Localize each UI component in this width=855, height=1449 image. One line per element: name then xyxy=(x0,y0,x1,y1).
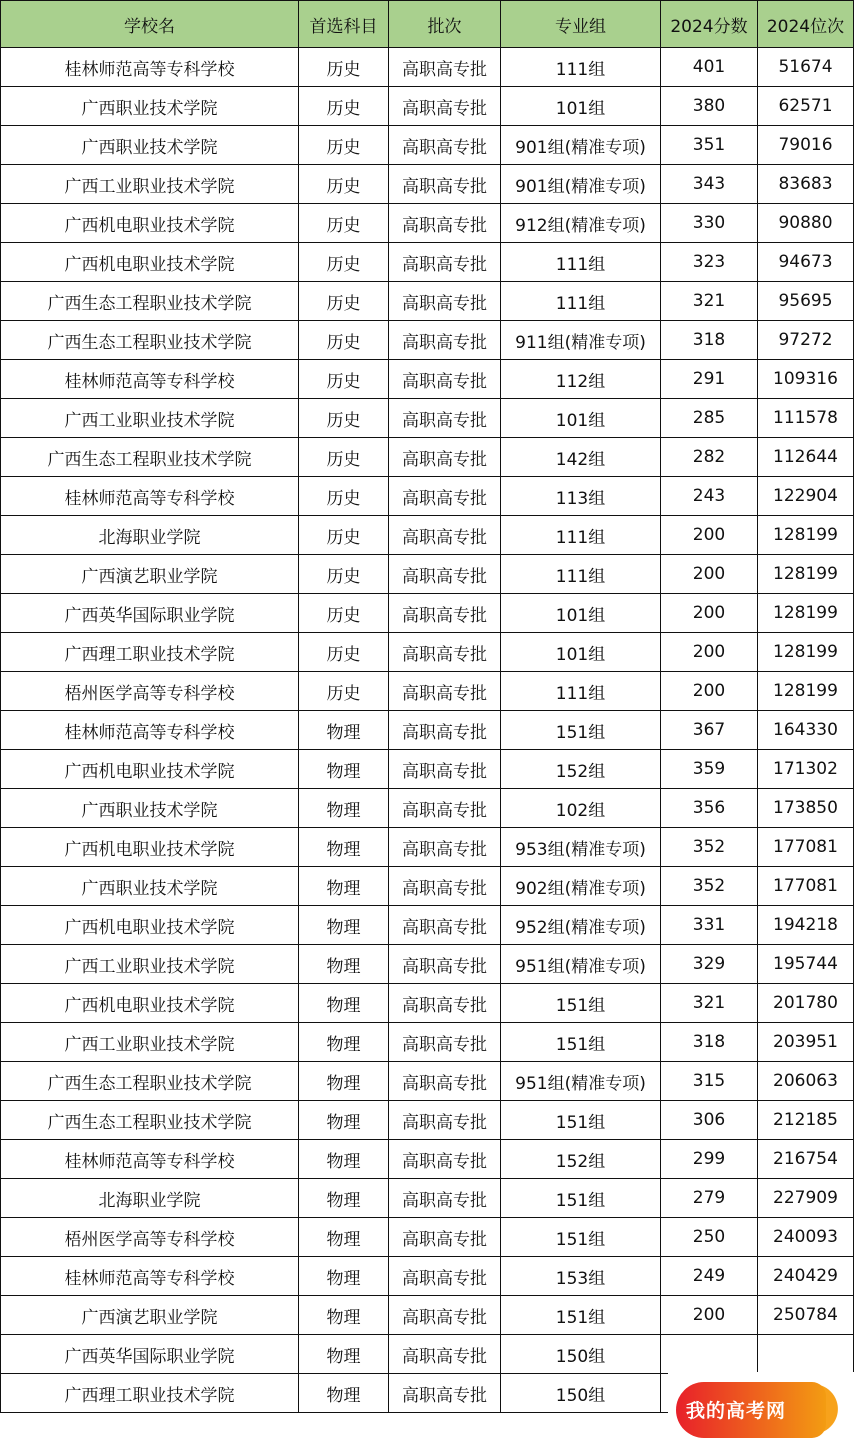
table-row xyxy=(1,633,854,672)
cell-major-group: 111组 xyxy=(501,48,661,87)
cell-rank: 62571 xyxy=(758,87,854,126)
cell-score: 282 xyxy=(661,438,758,477)
cell-rank: 90880 xyxy=(758,204,854,243)
header-subject: 首选科目 xyxy=(299,1,389,48)
table-row xyxy=(1,828,854,867)
cell-school: 广西理工职业技术学院 xyxy=(1,1374,299,1413)
table-row xyxy=(1,789,854,828)
cell-rank: 240093 xyxy=(758,1218,854,1257)
table-row xyxy=(1,750,854,789)
cell-rank: 177081 xyxy=(758,828,854,867)
table-row xyxy=(1,126,854,165)
table-row xyxy=(1,1179,854,1218)
cell-school: 广西职业技术学院 xyxy=(1,867,299,906)
table-row xyxy=(1,1023,854,1062)
cell-school: 桂林师范高等专科学校 xyxy=(1,711,299,750)
cell-score: 352 xyxy=(661,828,758,867)
cell-score: 343 xyxy=(661,165,758,204)
cell-batch: 高职高专批 xyxy=(389,1101,501,1140)
table-row xyxy=(1,282,854,321)
cell-rank: 203951 xyxy=(758,1023,854,1062)
cell-batch: 高职高专批 xyxy=(389,906,501,945)
cell-school: 广西英华国际职业学院 xyxy=(1,1335,299,1374)
cell-rank: 173850 xyxy=(758,789,854,828)
cell-major-group: 150组 xyxy=(501,1374,661,1413)
cell-rank: 201780 xyxy=(758,984,854,1023)
cell-score: 331 xyxy=(661,906,758,945)
cell-subject: 历史 xyxy=(299,87,389,126)
cell-major-group: 102组 xyxy=(501,789,661,828)
cell-score: 380 xyxy=(661,87,758,126)
cell-score: 321 xyxy=(661,282,758,321)
header-school: 学校名 xyxy=(1,1,299,48)
cell-rank: 128199 xyxy=(758,555,854,594)
cell-batch: 高职高专批 xyxy=(389,1140,501,1179)
cell-score xyxy=(661,1335,758,1374)
cell-school: 梧州医学高等专科学校 xyxy=(1,672,299,711)
header-major-group: 专业组 xyxy=(501,1,661,48)
cell-batch: 高职高专批 xyxy=(389,555,501,594)
cell-school: 广西生态工程职业技术学院 xyxy=(1,438,299,477)
cell-batch: 高职高专批 xyxy=(389,1257,501,1296)
cell-batch: 高职高专批 xyxy=(389,711,501,750)
cell-school: 广西职业技术学院 xyxy=(1,87,299,126)
cell-batch: 高职高专批 xyxy=(389,789,501,828)
cell-subject: 物理 xyxy=(299,789,389,828)
cell-subject: 物理 xyxy=(299,1257,389,1296)
cell-score: 243 xyxy=(661,477,758,516)
cell-major-group: 101组 xyxy=(501,633,661,672)
cell-school: 广西工业职业技术学院 xyxy=(1,1023,299,1062)
cell-major-group: 902组(精准专项) xyxy=(501,867,661,906)
cell-rank: 171302 xyxy=(758,750,854,789)
cell-subject: 历史 xyxy=(299,633,389,672)
cell-school: 桂林师范高等专科学校 xyxy=(1,360,299,399)
table-row xyxy=(1,984,854,1023)
header-score: 2024分数 xyxy=(661,1,758,48)
cell-major-group: 150组 xyxy=(501,1335,661,1374)
table-row xyxy=(1,945,854,984)
cell-rank: 109316 xyxy=(758,360,854,399)
cell-major-group: 101组 xyxy=(501,87,661,126)
cell-score: 351 xyxy=(661,126,758,165)
cell-major-group: 951组(精准专项) xyxy=(501,1062,661,1101)
cell-rank: 177081 xyxy=(758,867,854,906)
cell-score: 200 xyxy=(661,594,758,633)
cell-batch: 高职高专批 xyxy=(389,672,501,711)
table-row xyxy=(1,1296,854,1335)
cell-subject: 物理 xyxy=(299,1296,389,1335)
watermark-text: 我的高考网 xyxy=(686,1400,787,1422)
cell-subject: 历史 xyxy=(299,204,389,243)
cell-school: 广西理工职业技术学院 xyxy=(1,633,299,672)
cell-school: 梧州医学高等专科学校 xyxy=(1,1218,299,1257)
cell-rank: 97272 xyxy=(758,321,854,360)
cell-batch: 高职高专批 xyxy=(389,1062,501,1101)
cell-school: 北海职业学院 xyxy=(1,516,299,555)
cell-rank: 94673 xyxy=(758,243,854,282)
cell-batch: 高职高专批 xyxy=(389,594,501,633)
cell-score: 401 xyxy=(661,48,758,87)
table-row xyxy=(1,204,854,243)
cell-rank: 128199 xyxy=(758,594,854,633)
cell-batch: 高职高专批 xyxy=(389,1179,501,1218)
cell-batch: 高职高专批 xyxy=(389,321,501,360)
cell-score: 200 xyxy=(661,672,758,711)
cell-score: 323 xyxy=(661,243,758,282)
cell-major-group: 111组 xyxy=(501,672,661,711)
cell-rank: 164330 xyxy=(758,711,854,750)
cell-school: 广西生态工程职业技术学院 xyxy=(1,1062,299,1101)
table-row xyxy=(1,438,854,477)
cell-subject: 物理 xyxy=(299,828,389,867)
cell-rank: 128199 xyxy=(758,672,854,711)
cell-school: 广西英华国际职业学院 xyxy=(1,594,299,633)
table-row xyxy=(1,672,854,711)
cell-subject: 物理 xyxy=(299,945,389,984)
cell-major-group: 901组(精准专项) xyxy=(501,165,661,204)
cell-score: 359 xyxy=(661,750,758,789)
cell-rank: 111578 xyxy=(758,399,854,438)
cell-score: 330 xyxy=(661,204,758,243)
cell-school: 桂林师范高等专科学校 xyxy=(1,1257,299,1296)
cell-subject: 历史 xyxy=(299,399,389,438)
cell-rank: 240429 xyxy=(758,1257,854,1296)
cell-school: 桂林师范高等专科学校 xyxy=(1,48,299,87)
table-row xyxy=(1,594,854,633)
cell-batch: 高职高专批 xyxy=(389,48,501,87)
cell-batch: 高职高专批 xyxy=(389,126,501,165)
table-row xyxy=(1,1140,854,1179)
table-row xyxy=(1,399,854,438)
cell-subject: 历史 xyxy=(299,477,389,516)
cell-rank: 216754 xyxy=(758,1140,854,1179)
cell-school: 广西机电职业技术学院 xyxy=(1,750,299,789)
cell-subject: 物理 xyxy=(299,1101,389,1140)
cell-rank: 128199 xyxy=(758,633,854,672)
cell-batch: 高职高专批 xyxy=(389,1023,501,1062)
cell-school: 广西机电职业技术学院 xyxy=(1,243,299,282)
cell-score: 352 xyxy=(661,867,758,906)
table-row xyxy=(1,321,854,360)
cell-major-group: 151组 xyxy=(501,1101,661,1140)
cell-subject: 物理 xyxy=(299,1023,389,1062)
cell-school: 广西职业技术学院 xyxy=(1,789,299,828)
cell-major-group: 151组 xyxy=(501,1179,661,1218)
cell-major-group: 153组 xyxy=(501,1257,661,1296)
cell-major-group: 952组(精准专项) xyxy=(501,906,661,945)
cell-major-group: 111组 xyxy=(501,282,661,321)
cell-school: 北海职业学院 xyxy=(1,1179,299,1218)
cell-subject: 历史 xyxy=(299,516,389,555)
cell-major-group: 142组 xyxy=(501,438,661,477)
cell-score: 321 xyxy=(661,984,758,1023)
cell-subject: 物理 xyxy=(299,984,389,1023)
table-row xyxy=(1,48,854,87)
table-row xyxy=(1,165,854,204)
cell-rank: 83683 xyxy=(758,165,854,204)
cell-batch: 高职高专批 xyxy=(389,360,501,399)
cell-major-group: 152组 xyxy=(501,1140,661,1179)
cell-rank: 128199 xyxy=(758,516,854,555)
cell-subject: 历史 xyxy=(299,321,389,360)
cell-score: 291 xyxy=(661,360,758,399)
cell-school: 广西机电职业技术学院 xyxy=(1,906,299,945)
cell-rank: 250784 xyxy=(758,1296,854,1335)
cell-subject: 历史 xyxy=(299,243,389,282)
cell-school: 广西工业职业技术学院 xyxy=(1,165,299,204)
cell-school: 广西生态工程职业技术学院 xyxy=(1,1101,299,1140)
cell-major-group: 953组(精准专项) xyxy=(501,828,661,867)
table-row xyxy=(1,87,854,126)
cell-major-group: 151组 xyxy=(501,1023,661,1062)
cell-school: 桂林师范高等专科学校 xyxy=(1,477,299,516)
table-row xyxy=(1,1335,854,1374)
cell-school: 广西演艺职业学院 xyxy=(1,1296,299,1335)
cell-subject: 历史 xyxy=(299,360,389,399)
cell-school: 广西演艺职业学院 xyxy=(1,555,299,594)
cell-batch: 高职高专批 xyxy=(389,165,501,204)
cell-batch: 高职高专批 xyxy=(389,750,501,789)
table-row xyxy=(1,711,854,750)
cell-score: 367 xyxy=(661,711,758,750)
cell-major-group: 111组 xyxy=(501,555,661,594)
cell-batch: 高职高专批 xyxy=(389,945,501,984)
cell-rank: 122904 xyxy=(758,477,854,516)
cell-subject: 物理 xyxy=(299,750,389,789)
cell-batch: 高职高专批 xyxy=(389,87,501,126)
cell-batch: 高职高专批 xyxy=(389,243,501,282)
cell-major-group: 151组 xyxy=(501,984,661,1023)
cell-batch: 高职高专批 xyxy=(389,282,501,321)
table-row xyxy=(1,1218,854,1257)
cell-rank: 79016 xyxy=(758,126,854,165)
table-row xyxy=(1,477,854,516)
cell-score: 250 xyxy=(661,1218,758,1257)
cell-subject: 物理 xyxy=(299,1062,389,1101)
cell-subject: 物理 xyxy=(299,711,389,750)
cell-rank: 206063 xyxy=(758,1062,854,1101)
cell-score: 299 xyxy=(661,1140,758,1179)
cell-major-group: 111组 xyxy=(501,516,661,555)
cell-batch: 高职高专批 xyxy=(389,399,501,438)
cell-score: 306 xyxy=(661,1101,758,1140)
cell-batch: 高职高专批 xyxy=(389,984,501,1023)
cell-score: 200 xyxy=(661,633,758,672)
cell-subject: 历史 xyxy=(299,48,389,87)
cell-school: 广西机电职业技术学院 xyxy=(1,828,299,867)
cell-score: 200 xyxy=(661,555,758,594)
cell-subject: 历史 xyxy=(299,165,389,204)
cell-major-group: 112组 xyxy=(501,360,661,399)
cell-school: 广西职业技术学院 xyxy=(1,126,299,165)
cell-subject: 物理 xyxy=(299,1374,389,1413)
cell-subject: 历史 xyxy=(299,594,389,633)
cell-score: 200 xyxy=(661,1296,758,1335)
cell-subject: 物理 xyxy=(299,867,389,906)
cell-subject: 历史 xyxy=(299,126,389,165)
cell-major-group: 101组 xyxy=(501,399,661,438)
cell-rank: 112644 xyxy=(758,438,854,477)
header-batch: 批次 xyxy=(389,1,501,48)
cell-subject: 物理 xyxy=(299,1179,389,1218)
cell-rank xyxy=(758,1335,854,1374)
cell-major-group: 151组 xyxy=(501,1296,661,1335)
cell-rank: 95695 xyxy=(758,282,854,321)
cell-batch: 高职高专批 xyxy=(389,1374,501,1413)
cell-major-group: 911组(精准专项) xyxy=(501,321,661,360)
cell-score: 329 xyxy=(661,945,758,984)
cell-rank: 194218 xyxy=(758,906,854,945)
cell-subject: 历史 xyxy=(299,555,389,594)
cell-school: 广西生态工程职业技术学院 xyxy=(1,321,299,360)
cell-subject: 物理 xyxy=(299,906,389,945)
cell-batch: 高职高专批 xyxy=(389,516,501,555)
cell-batch: 高职高专批 xyxy=(389,1335,501,1374)
cell-school: 广西工业职业技术学院 xyxy=(1,945,299,984)
cell-school: 广西机电职业技术学院 xyxy=(1,204,299,243)
cell-subject: 物理 xyxy=(299,1335,389,1374)
header-rank: 2024位次 xyxy=(758,1,854,48)
cell-subject: 历史 xyxy=(299,282,389,321)
cell-major-group: 151组 xyxy=(501,1218,661,1257)
table-row xyxy=(1,1101,854,1140)
cell-batch: 高职高专批 xyxy=(389,867,501,906)
table-row xyxy=(1,360,854,399)
cell-rank: 212185 xyxy=(758,1101,854,1140)
cell-batch: 高职高专批 xyxy=(389,438,501,477)
cell-subject: 物理 xyxy=(299,1218,389,1257)
cell-score: 356 xyxy=(661,789,758,828)
table-row xyxy=(1,867,854,906)
cell-major-group: 111组 xyxy=(501,243,661,282)
cell-school: 桂林师范高等专科学校 xyxy=(1,1140,299,1179)
cell-school: 广西工业职业技术学院 xyxy=(1,399,299,438)
cell-major-group: 912组(精准专项) xyxy=(501,204,661,243)
cell-rank: 51674 xyxy=(758,48,854,87)
cell-score: 318 xyxy=(661,321,758,360)
cell-batch: 高职高专批 xyxy=(389,477,501,516)
table-row xyxy=(1,555,854,594)
cell-major-group: 113组 xyxy=(501,477,661,516)
cell-major-group: 152组 xyxy=(501,750,661,789)
cell-score: 318 xyxy=(661,1023,758,1062)
table-row xyxy=(1,906,854,945)
cell-score: 315 xyxy=(661,1062,758,1101)
cell-subject: 历史 xyxy=(299,438,389,477)
cell-major-group: 151组 xyxy=(501,711,661,750)
cell-batch: 高职高专批 xyxy=(389,1296,501,1335)
cell-batch: 高职高专批 xyxy=(389,828,501,867)
cell-batch: 高职高专批 xyxy=(389,633,501,672)
table-row xyxy=(1,1257,854,1296)
table-row xyxy=(1,243,854,282)
cell-score: 249 xyxy=(661,1257,758,1296)
cell-rank: 195744 xyxy=(758,945,854,984)
cell-school: 广西机电职业技术学院 xyxy=(1,984,299,1023)
cell-major-group: 101组 xyxy=(501,594,661,633)
table-row xyxy=(1,516,854,555)
cell-batch: 高职高专批 xyxy=(389,1218,501,1257)
cell-batch: 高职高专批 xyxy=(389,204,501,243)
cell-rank: 227909 xyxy=(758,1179,854,1218)
cell-major-group: 901组(精准专项) xyxy=(501,126,661,165)
header-row xyxy=(1,1,854,48)
table-row xyxy=(1,1062,854,1101)
cell-score: 200 xyxy=(661,516,758,555)
cell-subject: 历史 xyxy=(299,672,389,711)
cell-score: 279 xyxy=(661,1179,758,1218)
cell-school: 广西生态工程职业技术学院 xyxy=(1,282,299,321)
cell-major-group: 951组(精准专项) xyxy=(501,945,661,984)
cell-score: 285 xyxy=(661,399,758,438)
watermark-logo xyxy=(668,1372,855,1449)
cell-subject: 物理 xyxy=(299,1140,389,1179)
